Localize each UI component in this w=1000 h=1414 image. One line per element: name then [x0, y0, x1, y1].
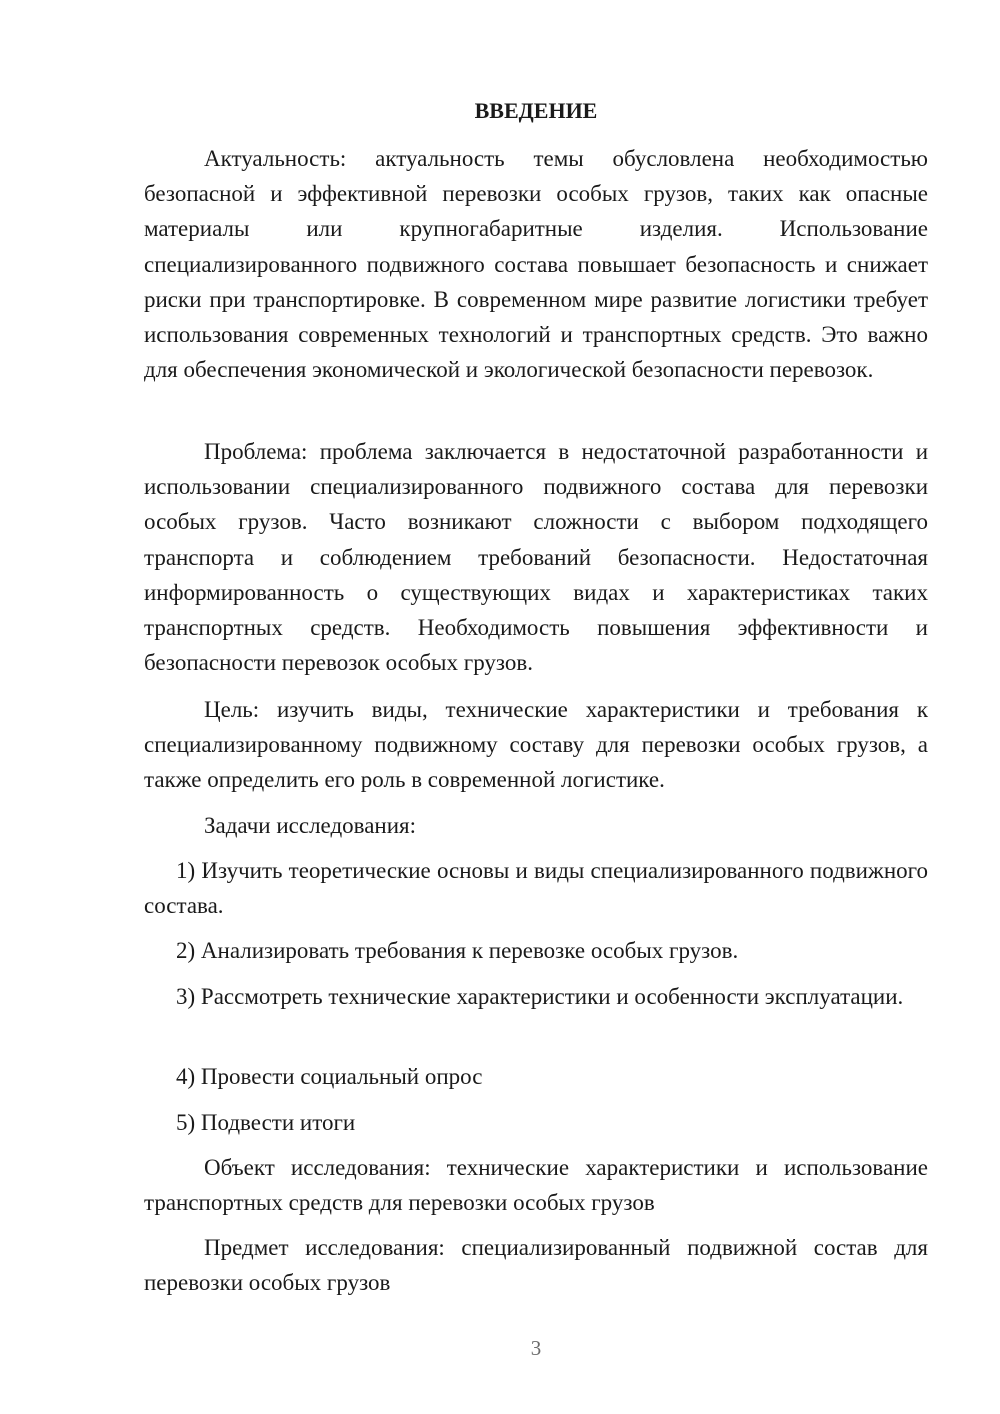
task-item-2: 2) Анализировать требования к перевозке особых грузов. — [176, 938, 739, 963]
problem-paragraph: Проблема: проблема заключается в недостаточной разработанности и использовании специализированного подвижного состава для перевозки особых грузов. Часто возникают сложности с выбором подходящего транспорта и соблюдением требований безопасности. Недостаточная информированность о существующих видах и характеристиках таких транспортных средств. Необходимость повышения эффективности и безопасности перевозок особых грузов. — [144, 439, 928, 676]
page-number: 3 — [530, 1336, 542, 1360]
task-item-5: 5) Подвести итоги — [176, 1110, 356, 1135]
task-item-4: 4) Провести социальный опрос — [176, 1064, 483, 1089]
tasks-heading: Задачи исследования: — [204, 813, 417, 838]
object-paragraph: Объект исследования: технические характеристики и использование транспортных средств для перевозки особых грузов — [144, 1155, 928, 1216]
goal-paragraph: Цель: изучить виды, технические характеристики и требования к специализированному подвижному составу для перевозки особых грузов, а также определить его роль в современной логистике. — [144, 697, 928, 793]
subject-paragraph: Предмет исследования: специализированный подвижной состав для перевозки особых грузов — [144, 1235, 928, 1296]
relevance-paragraph: Актуальность: актуальность темы обусловлена необходимостью безопасной и эффективной перевозки особых грузов, таких как опасные материалы или крупногабаритные изделия. Использование специализированного подвижного состава повышает безопасность и снижает риски при транспортировке. В современном мире развитие логистики требует использования современных технологий и транспортных средств. Это важно для обеспечения экономической и экологической безопасности перевозок. — [144, 146, 928, 383]
section-title: ВВЕДЕНИЕ — [474, 98, 598, 123]
task-item-1: 1) Изучить теоретические основы и виды специализированного подвижного состава. — [144, 858, 928, 919]
task-item-3: 3) Рассмотреть технические характеристики и особенности эксплуатации. — [176, 984, 904, 1009]
